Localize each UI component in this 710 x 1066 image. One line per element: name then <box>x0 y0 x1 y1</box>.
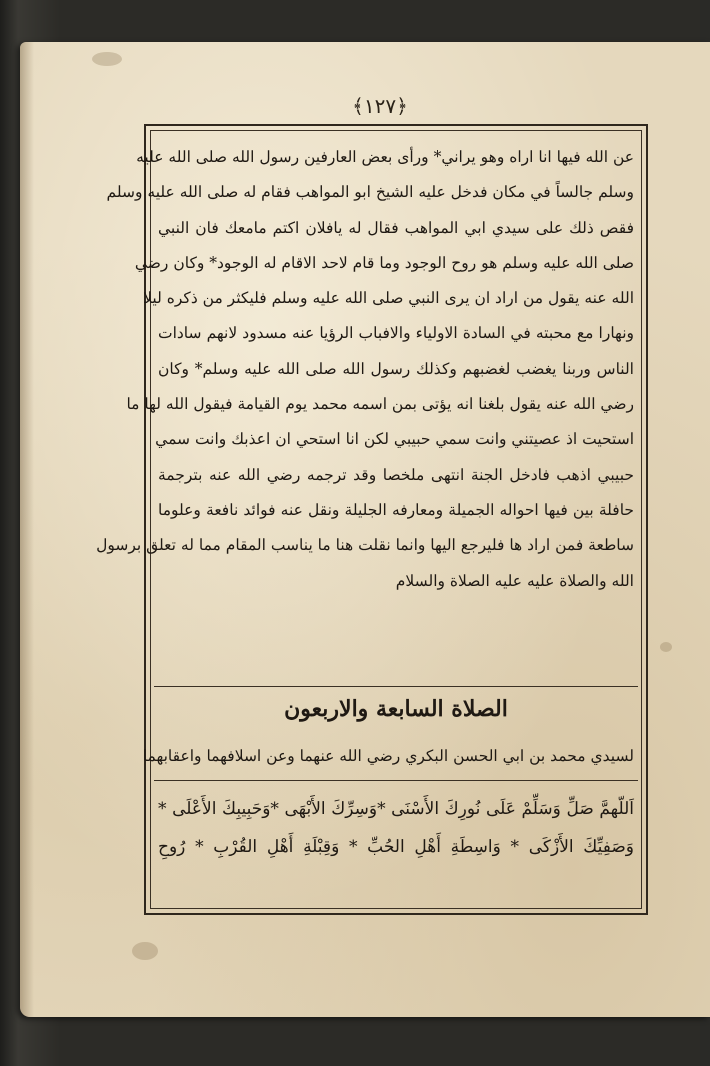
body-line: رضي الله عنه يقول بلغنا انه يؤتى بمن اسمه محمد يوم القيامة فيقول الله لها ما <box>126 395 634 414</box>
prayer-text <box>158 790 634 866</box>
section-heading: الصلاة السابعة والاربعون <box>284 696 508 722</box>
paper-stain <box>92 52 122 66</box>
section-divider-top <box>154 686 638 687</box>
body-line: حبيبي اذهب فادخل الجنة انتهى ملخصا وقد ترجمه رضي الله عنه بترجمة <box>158 465 634 484</box>
body-text <box>96 140 634 599</box>
body-line: ونهارا مع محبته في السادة الاولياء والافباب الرؤيا عنه مسدود لانهم سادات <box>158 324 634 343</box>
body-line: الناس وربنا يغضب لغضبهم وكذلك رسول الله صلى الله عليه وسلم* وكان <box>158 359 634 378</box>
paper-stain <box>660 642 672 652</box>
page-number: ﴿١٢٧﴾ <box>352 94 408 118</box>
body-line: حافلة بين فيها احواله الجميلة ومعارفه الجليلة ونقل عنه فوائد نافعة وعلوما <box>158 500 634 519</box>
body-line: استحيت اذ عصيتني وانت سمي حبيبي لكن انا استحي ان اعذبك وانت سمي <box>155 430 634 449</box>
body-line: فقص ذلك على سيدي ابي المواهب فقال له يافلان اكتم مامعك فان النبي <box>158 218 634 237</box>
body-line: وسلم جالساً في مكان فدخل عليه الشيخ ابو المواهب فقام له صلى الله عليه وسلم <box>106 183 634 202</box>
body-line: الله والصلاة عليه عليه الصلاة والسلام <box>395 571 634 590</box>
book-page <box>20 42 710 1017</box>
body-line: ساطعة فمن اراد ها فليرجع اليها وانما نقلت هنا ما يناسب المقام مما له تعلق برسول <box>96 536 634 555</box>
prayer-line: وَصَفِيِّكَ الأَزْكَى * وَاسِطَةِ أَهْلِ الحُبِّ * وَقِبْلَةِ أَهْلِ القُرْبِ * رُوحِ <box>158 837 634 857</box>
prayer-line: اَللّهمَّ صَلِّ وَسَلِّمْ عَلَى نُورِكَ الأَسْنَى *وَسِرِّكَ الأَبْهَى *وَحَبِيبِكَ الأَعْلَى * <box>158 799 634 819</box>
paper-stain <box>132 942 158 960</box>
body-line: عن الله فيها انا اراه وهو يراني* ورأى بعض العارفين رسول الله صلى الله عليه <box>136 148 634 166</box>
text-frame <box>96 124 648 915</box>
section-divider-bottom <box>154 780 638 781</box>
page-gutter-shadow <box>20 42 34 1017</box>
body-line: صلى الله عليه وسلم هو روح الوجود وما قام لاحد الاقام له الوجود* وكان رضي <box>134 253 634 272</box>
section-attribution: لسيدي محمد بن ابي الحسن البكري رضي الله عنهما وعن اسلافهما واعقابهما <box>142 747 634 765</box>
body-line: الله عنه يقول من اراد ان يرى النبي صلى الله عليه وسلم فليكثر من ذكره ليلا <box>143 289 634 308</box>
